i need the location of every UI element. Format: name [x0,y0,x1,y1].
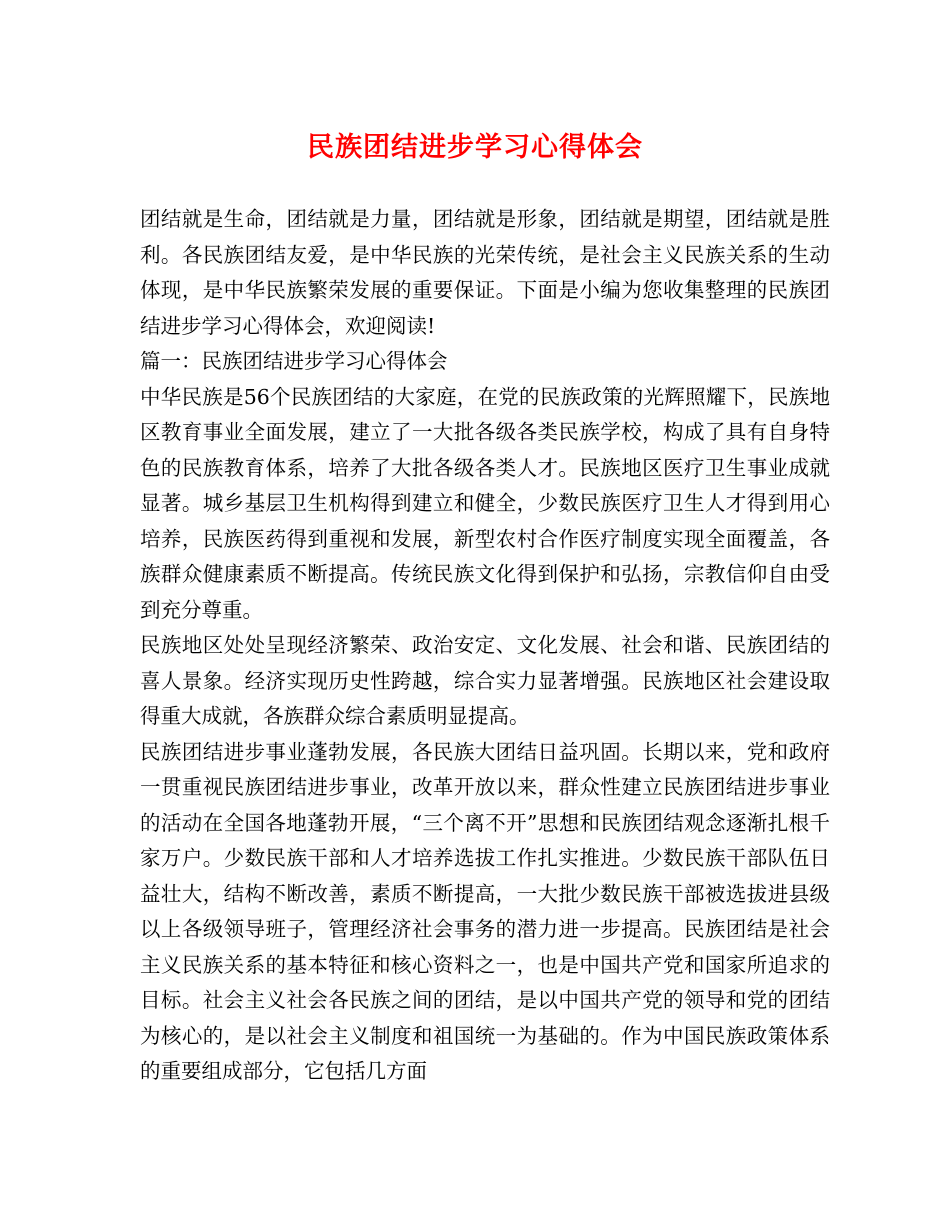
paragraph-development: 中华民族是56个民族团结的大家庭，在党的民族政策的光辉照耀下，民族地区教育事业全面发展，建立了一大批各级各类民族学校，构成了具有自身特色的民族教育体系，培养了大批各级各类人才。民族地区医疗卫生事业成就显著。城乡基层卫生机构得到建立和健全，少数民族医疗卫生人才得到用心培养，民族医药得到重视和发展，新型农村合作医疗制度实现全面覆盖，各族群众健康素质不断提高。传统民族文化得到保护和弘扬，宗教信仰自由受到充分尊重。 [140,384,830,622]
document-body [140,202,830,1090]
paragraph-intro: 团结就是生命，团结就是力量，团结就是形象，团结就是期望，团结就是胜利。各民族团结友爱，是中华民族的光荣传统，是社会主义民族关系的生动体现，是中华民族繁荣发展的重要保证。下面是小编为您收集整理的民族团结进步学习心得体会，欢迎阅读! [140,207,830,338]
section-heading: 篇一：民族团结进步学习心得体会 [140,349,448,373]
paragraph-unity-progress: 民族团结进步事业蓬勃发展，各民族大团结日益巩固。长期以来，党和政府一贯重视民族团结进步事业，改革开放以来，群众性建立民族团结进步事业的活动在全国各地蓬勃开展，“三个离不开”思想和民族团结观念逐渐扎根千家万户。少数民族干部和人才培养选拔工作扎实推进。少数民族干部队伍日益壮大，结构不断改善，素质不断提高，一大批少数民族干部被选拔进县级以上各级领导班子，管理经济社会事务的潜力进一步提高。民族团结是社会主义民族关系的基本特征和核心资料之一，也是中国共产党和国家所追求的目标。社会主义社会各民族之间的团结，是以中国共产党的领导和党的团结为核心的，是以社会主义制度和祖国统一为基础的。作为中国民族政策体系的重要组成部分，它包括几方面 [140,739,830,1083]
paragraph-prosperity: 民族地区处处呈现经济繁荣、政治安定、文化发展、社会和谐、民族团结的喜人景象。经济实现历史性跨越，综合实力显著增强。民族地区社会建设取得重大成就，各族群众综合素质明显提高。 [140,633,830,728]
document-title: 民族团结进步学习心得体会 [307,132,643,163]
